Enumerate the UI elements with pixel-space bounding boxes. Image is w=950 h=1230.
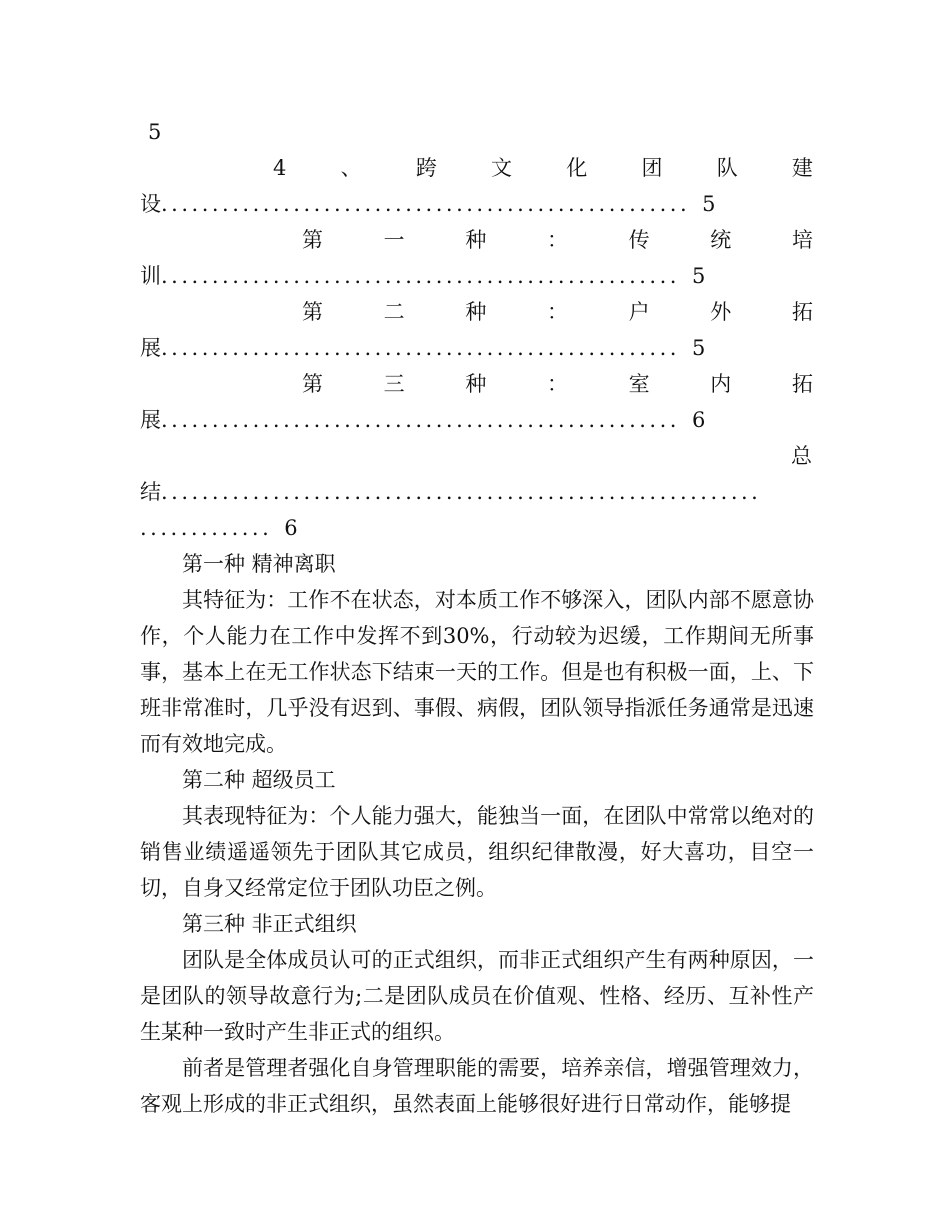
toc-char: 内 <box>710 372 732 396</box>
toc-page-number: 5 <box>702 192 716 216</box>
toc-char: ： <box>546 300 568 324</box>
toc-char: 种 <box>465 372 487 396</box>
toc-leader-dots: ............. <box>140 516 273 540</box>
toc-page-number: 5 <box>691 264 706 288</box>
toc-leader-dots: ................................................... <box>161 408 680 432</box>
toc-char: 拓 <box>791 300 813 324</box>
toc-char: 三 <box>383 372 405 396</box>
toc-entry-c3-head[interactable] <box>302 366 813 402</box>
toc-leader-dots: .................................................... <box>161 192 691 216</box>
toc-char: 拓 <box>791 372 813 396</box>
toc-entry-4-tail[interactable] <box>140 186 812 222</box>
body-paragraph: 前者是管理者强化自身管理职能的需要，培养亲信，增强管理效力，客观上形成的非正式组织，虽然表面上能够很好进行日常动作，能够提 <box>140 1056 814 1116</box>
toc-char: 结 <box>140 480 161 504</box>
toc-leader-dots: ................................................... <box>161 264 680 288</box>
toc-page-number: 5 <box>691 336 706 360</box>
toc-char: 第 <box>302 228 323 252</box>
toc-entry-c1-tail[interactable] <box>140 258 812 294</box>
toc-page-number: 5 <box>148 120 162 144</box>
toc-char: 团 <box>641 156 663 180</box>
toc-char: 二 <box>383 300 405 324</box>
toc-leader-dots: ................................................... <box>161 336 680 360</box>
toc-char: 建 <box>791 156 813 180</box>
toc-char: 化 <box>566 156 588 180</box>
toc-char: 跨 <box>415 156 437 180</box>
toc-char: 外 <box>710 300 732 324</box>
toc-entry-c2-tail[interactable] <box>140 330 812 366</box>
toc-entry-c3-tail[interactable] <box>140 402 812 438</box>
section-title: 第二种 超级员工 <box>182 768 336 792</box>
toc-char: 展 <box>140 408 161 432</box>
toc-leader-dots: ........................................................... <box>161 480 762 504</box>
toc-char: 展 <box>140 336 161 360</box>
toc-char: 队 <box>716 156 738 180</box>
section-title: 第三种 非正式组织 <box>182 912 357 936</box>
toc-char: ： <box>546 228 568 252</box>
body-paragraph: 团队是全体成员认可的正式组织，而非正式组织产生有两种原因，一是团队的领导故意行为;二是团队成员在价值观、性格、经历、互补性产生某种一致时产生非正式的组织。 <box>140 948 814 1044</box>
toc-entry-summary-head[interactable] <box>140 438 812 474</box>
toc-char: 总 <box>791 444 812 468</box>
toc-page-number: 6 <box>284 516 298 540</box>
body-paragraph: 其特征为：工作不在状态，对本质工作不够深入，团队内部不愿意协作，个人能力在工作中发挥不到30%，行动较为迟缓，工作期间无所事事，基本上在无工作状态下结束一天的工作。但是也有积极一面，上、下班非常准时，几乎没有迟到、事假、病假，团队领导指派任务通常是迅速而有效地完成。 <box>140 588 814 756</box>
toc-entry-4-head[interactable] <box>273 150 813 186</box>
toc-char: 设 <box>140 192 161 216</box>
toc-entry-c1-head[interactable] <box>302 222 813 258</box>
toc-char: 文 <box>491 156 513 180</box>
toc-char: 培 <box>791 228 813 252</box>
toc-char: 训 <box>140 264 161 288</box>
toc-char: 户 <box>628 300 650 324</box>
toc-page-number: 6 <box>691 408 706 432</box>
toc-char: 传 <box>628 228 650 252</box>
toc-char: 种 <box>465 300 487 324</box>
toc-char: 一 <box>383 228 405 252</box>
toc-entry-summary-page[interactable] <box>140 510 812 546</box>
body-paragraph: 其表现特征为：个人能力强大，能独当一面，在团队中常常以绝对的销售业绩遥遥领先于团队其它成员，组织纪律散漫，好大喜功，目空一切，自身又经常定位于团队功臣之例。 <box>140 804 814 900</box>
toc-entry-summary-tail[interactable] <box>140 474 812 510</box>
toc-char: 4 <box>273 156 287 180</box>
toc-char: 种 <box>465 228 487 252</box>
toc-char: 统 <box>710 228 732 252</box>
toc-entry-c2-head[interactable] <box>302 294 813 330</box>
toc-char: 、 <box>340 156 362 180</box>
section-title: 第一种 精神离职 <box>182 552 336 576</box>
toc-char: ： <box>546 372 568 396</box>
toc-char: 室 <box>628 372 650 396</box>
toc-char: 第 <box>302 372 323 396</box>
toc-char: 第 <box>302 300 323 324</box>
